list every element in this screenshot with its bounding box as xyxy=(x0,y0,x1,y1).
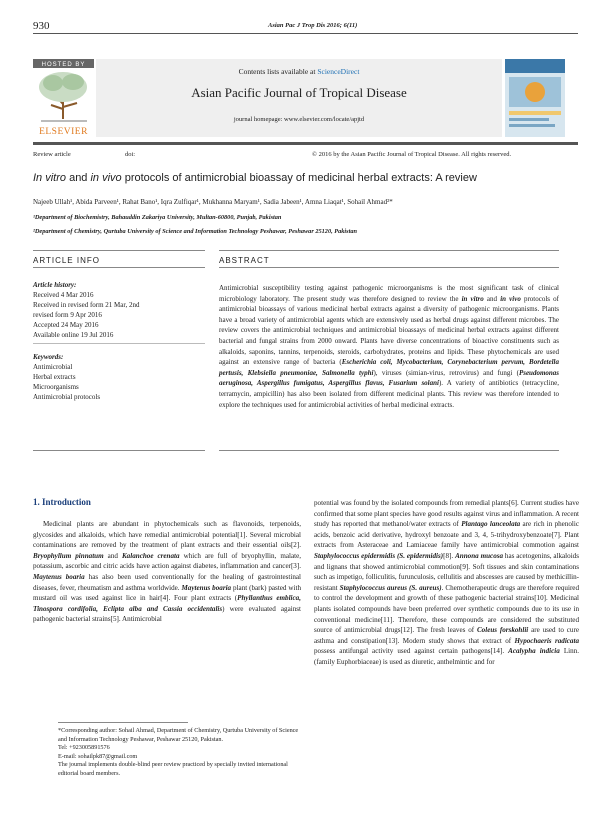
journal-header-box xyxy=(96,59,502,137)
info-bottom-rule xyxy=(33,450,205,451)
header-thick-rule xyxy=(33,142,578,145)
history-item: revised form 9 Apr 2016 xyxy=(33,311,102,319)
title-in-vitro: In vitro xyxy=(33,172,67,184)
history-item: Accepted 24 May 2016 xyxy=(33,321,99,329)
doi-label: doi: xyxy=(125,151,136,158)
info-divider xyxy=(33,343,205,344)
intro-left-column: Medicinal plants are abundant in phytochemicals such as flavonoids, terpenoids, glycosides and alkaloids, which have remedial antimicrobial potential[1]. Several microbial contaminations are removed by the treatment of plant extracts and their essential oils[2]. Bryophyllum pinnatum and Kalanchoe crenata which are full of bryophyllin, malate, potassium, ascorbic and citric acids have action against diabetes, inflammation and cancer[3]. Maytenus boaria has also been used conventionally for the healing of gastrointestinal diseases, fever, rheumatism and asthma worldwide. Maytenus boaria plant (bark) pasted with mustard oil was used against lice in hair[4]. Four plant extracts (Phyllanthus emblica, Tinospora cordifolia, Eclipta alba and Cassia occidentalis) were evaluated against pathogenic bacterial strains[5]. Antimicrobial xyxy=(33,520,302,624)
sciencedirect-link[interactable]: ScienceDirect xyxy=(317,67,360,76)
hosted-by-label: HOSTED BY xyxy=(41,62,86,68)
keyword: Microorganisms xyxy=(33,383,79,391)
corresponding-author-footnote xyxy=(58,727,301,779)
title-and: and xyxy=(66,172,91,184)
history-label: Article history: xyxy=(33,281,77,289)
history-item: Available online 19 Jul 2016 xyxy=(33,331,114,339)
history-item: Received in revised form 21 Mar, 2nd xyxy=(33,301,140,309)
affiliation-2: ²Department of Chemistry, Qurtuba University of Science and Information Technology Peshawar, Peshawar 25120, Pakistan xyxy=(33,228,357,235)
abstract-text: Antimicrobial susceptibility testing against pathogenic microorganisms is the most significant task of clinical microbiology laboratory. The present study was therefore designed to review the in vitro and in vivo protocols of antimicrobial bioassays of various medicinal herbal extracts against a diversity of pathogenic microorganisms. Plants have a broad variety of antimicrobial agents which are extensively used as herbal drugs against different microbes. The review covers the antimicrobial techniques and antimicrobial bioassays of medicinal herbal extracts against different bacterial and fungal strains from 2000 onward. Plants have diverse concentrations of bioactive constituents such as alkaloids, saponins, tannins, terpenoids, steroids, carbohydrates, proteins and lipids. These phytochemicals are used against an extensive range of bacteria (Escherichia coli, Mycobacterium, Corynebacterium pervum, Bordetella pertusis, Klebsiella pneumoniae, Salmonella typhi), viruses (simian-virus, retrovirus) and fungi (Pseudomonas aeruginosa, Aspergillus fumigatus, Aspergillus flavus, Fusarium solani). A variety of antibiotics (tetracycline, terramycin, ampicillin) has also been isolated from different medicinal plants. This review was therefore intended to explore the techniques used for antimicrobial activities of herbal medicinal extracts. xyxy=(219,284,559,409)
info-head-rule xyxy=(33,267,205,268)
contents-prefix: Contents lists available at xyxy=(238,67,318,76)
author-list: Najeeb Ullah¹, Abida Parveen¹, Rahat Bano¹, Iqra Zulfiqar¹, Mukhanna Maryam¹, Sadia Jabeen¹, Amna Liaqat¹, Sohail Ahmad²* xyxy=(33,198,393,206)
intro-right-column: potential was found by the isolated compounds from remedial plants[6]. Current studies have confirmed that some plant species have good results against virus and inflammation. A recent study has reported that methanol/water extracts of Plantago lanceolata are rich in phenolic acids, benzoic acid derivative, hydroxyl benzoate and 3, 4, 5-trihydroxybenzoate[7]. Plant extracts from Asteraceae and Lamiaceae family have antimicrobial commotion against Staphylococcus epidermidis (S. epidermidis)[8]. Annona mucosa has acetogenins, alkaloids and lignans that showed antimicrobial commotion[9]. Soft tissues and skin contaminations such as impetigo, folliculitis, furunculosis, cellulitis and abscesses are caused by methicillin-resistant Staphylococcus aureus (S. aureus). Chemotherapeutic drugs are therefore required to control the development and growth of these pathogenic bacterial strains[10]. Medicinal plants isolated compounds have been preferred over synthetic compounds due to its use in conventional medicine[11]. Therefore, these compounds are considered the substituted source of antimicrobial drugs[12]. The fresh leaves of Coleus forskohlii are used to cure asthma and constipation[13]. Modern study shows that extract of Hypochaeris radicata possess antifungal activity used against certain pathogens[14]. Acalypha indicia Linn. (family Euphorbiaceae) is used as diuretic, anthelmintic and for xyxy=(314,499,580,666)
page-number: 930 xyxy=(33,20,50,32)
keyword: Antimicrobial protocols xyxy=(33,393,101,401)
title-rest: protocols of antimicrobial bioassay of medicinal herbal extracts: A review xyxy=(121,172,477,184)
keywords-block xyxy=(33,352,205,402)
abstract-top-rule xyxy=(219,250,559,251)
footnote-author: *Corresponding author: Sohail Ahmad, Department of Chemistry, Qurtuba University of Science and Information Technology Peshawar, Peshawar 25120, Pakistan. xyxy=(58,727,299,743)
affiliation-1: ¹Department of Biochemistry, Bahauddin Zakariya University, Multan-60800, Punjab, Pakistan xyxy=(33,214,282,221)
journal-cover-image xyxy=(505,59,565,137)
footnote-rule xyxy=(58,722,188,723)
footnote-review-note: The journal implements double-blind peer review practiced by specially invited international editorial board members. xyxy=(58,761,288,777)
keyword: Herbal extracts xyxy=(33,373,76,381)
intro-heading: 1. Introduction xyxy=(33,497,91,507)
keyword: Antimicrobial xyxy=(33,363,73,371)
copyright-notice: © 2016 by the Asian Pacific Journal of Tropical Disease. All rights reserved. xyxy=(312,151,512,158)
article-type: Review article xyxy=(33,151,71,158)
abstract-bottom-rule xyxy=(219,450,559,451)
info-top-rule xyxy=(33,250,205,251)
elsevier-logo xyxy=(33,59,94,137)
title-in-vivo: in vivo xyxy=(90,172,122,184)
footnote-email[interactable]: E-mail: sohailpk87@gmail.com xyxy=(58,752,138,760)
journal-title: Asian Pacific Journal of Tropical Disease xyxy=(191,85,407,100)
top-rule xyxy=(33,33,578,34)
running-head: Asian Pac J Trop Dis 2016; 6(11) xyxy=(268,22,358,29)
keywords-label: Keywords: xyxy=(33,353,64,361)
elsevier-wordmark: ELSEVIER xyxy=(39,127,88,137)
abstract-heading: ABSTRACT xyxy=(219,256,270,265)
article-history xyxy=(33,280,205,340)
history-item: Received 4 Mar 2016 xyxy=(33,291,94,299)
contents-line xyxy=(96,67,502,76)
journal-homepage[interactable]: journal homepage: www.elsevier.com/locate/apjtd xyxy=(233,116,365,123)
article-title xyxy=(33,172,477,184)
article-info-heading: ARTICLE INFO xyxy=(33,256,100,265)
footnote-tel: Tel: +923005891576 xyxy=(58,744,110,752)
abstract-head-rule xyxy=(219,267,559,268)
